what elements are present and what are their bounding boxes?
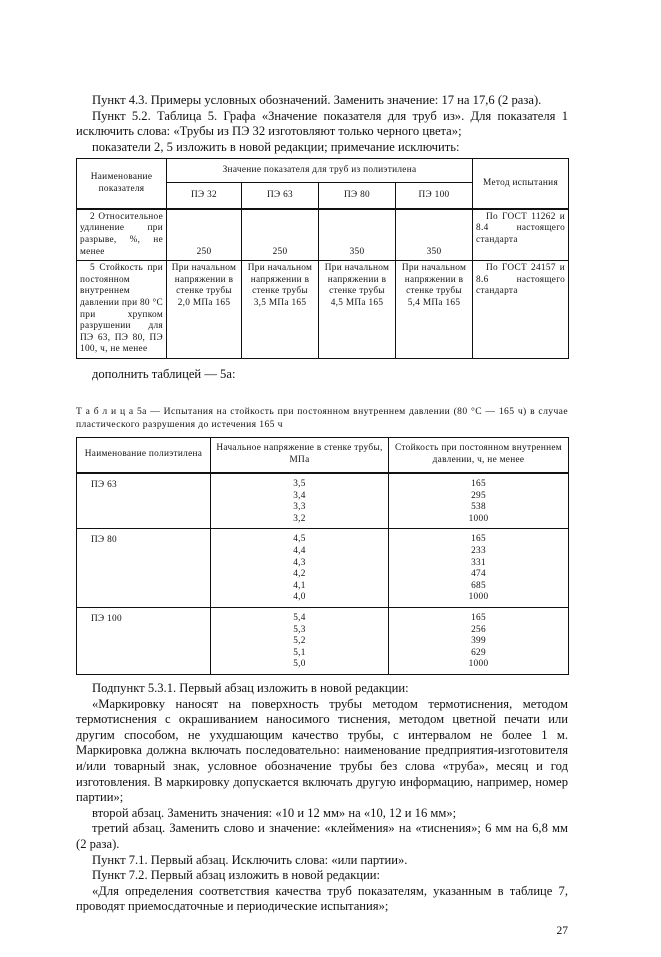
stress-values <box>211 529 389 608</box>
paragraph: Пункт 4.3. Примеры условных обозначений. Заменить значение: 17 на 17,6 (2 раза). <box>92 93 542 107</box>
hours-value: 295 <box>471 490 486 501</box>
header-pe63: ПЭ 63 <box>242 183 319 209</box>
header-pe100: ПЭ 100 <box>396 183 473 209</box>
hours-value: 1000 <box>468 592 489 603</box>
row-name: 5 Стойкость при постоянном внутреннем давлении при 80 °С при хрупком разрушении для ПЭ 63, ПЭ 80, ПЭ 100, ч, не менее <box>77 261 167 359</box>
stress-value: 5,4 <box>293 613 306 624</box>
value-cell: При начальном напряжении в стенке трубы 5,4 МПа 165 <box>396 261 473 359</box>
header-group: Значение показателя для труб из полиэтилена <box>167 159 473 183</box>
hours-value: 165 <box>471 479 486 490</box>
value-cell: 350 <box>396 209 473 261</box>
method-cell: По ГОСТ 11262 и 8.4 настоящего стандарта <box>473 209 569 261</box>
intro-text <box>76 93 568 155</box>
hours-value: 233 <box>471 546 486 557</box>
hours-values <box>389 473 569 529</box>
paragraph: третий абзац. Заменить слово и значение: «клеймения» на «тиснения»; 6 мм на 6,8 мм (2 раза). <box>76 821 568 851</box>
table-row <box>77 209 569 261</box>
paragraph: «Для определения соответствия качества труб показателям, указанным в таблице 7, проводят приемосдаточные и периодические испытания»; <box>76 883 568 914</box>
hours-values <box>389 529 569 608</box>
header-pe80: ПЭ 80 <box>319 183 396 209</box>
paragraph: Пункт 7.2. Первый абзац изложить в новой редакции: <box>92 868 381 883</box>
hours-value: 685 <box>471 580 486 591</box>
body-text <box>76 681 568 915</box>
stress-values <box>211 608 389 675</box>
paragraph: Подпункт 5.3.1. Первый абзац изложить в новой редакции: <box>92 681 409 695</box>
stress-value: 5,3 <box>293 624 306 635</box>
stress-value: 5,0 <box>293 659 306 670</box>
stress-value: 4,1 <box>293 580 306 591</box>
paragraph: Пункт 7.1. Первый абзац. Исключить слова: «или партии». <box>92 852 408 867</box>
hours-value: 165 <box>471 613 486 624</box>
hours-value: 1000 <box>468 513 489 524</box>
value-cell: При начальном напряжении в стенке трубы 4,5 МПа 165 <box>319 261 396 359</box>
stress-value: 4,5 <box>293 534 306 545</box>
hours-values <box>389 608 569 675</box>
paragraph: показатели 2, 5 изложить в новой редакции; примечание исключить: <box>92 139 460 154</box>
table-row <box>77 529 569 608</box>
hours-value: 331 <box>471 557 486 568</box>
header-name: Наименование полиэтилена <box>77 437 211 473</box>
stress-value: 4,4 <box>293 546 306 557</box>
hours-value: 1000 <box>468 659 489 670</box>
polyethylene-name: ПЭ 63 <box>77 473 211 529</box>
value-cell: При начальном напряжении в стенке трубы 3,5 МПа 165 <box>242 261 319 359</box>
table-5 <box>76 158 569 359</box>
table-row <box>77 261 569 359</box>
stress-value: 5,1 <box>293 647 306 658</box>
stress-value: 4,3 <box>293 557 306 568</box>
hours-value: 165 <box>471 534 486 545</box>
polyethylene-name: ПЭ 80 <box>77 529 211 608</box>
header-pe32: ПЭ 32 <box>167 183 242 209</box>
stress-value: 3,3 <box>293 502 306 513</box>
table-row <box>77 608 569 675</box>
row-name: 2 Относительное удлинение при разрыве, %, не менее <box>77 209 167 261</box>
stress-value: 3,2 <box>293 513 306 524</box>
paragraph: второй абзац. Заменить значения: «10 и 12 мм» на «10, 12 и 16 мм»; <box>92 805 457 820</box>
hours-value: 256 <box>471 624 486 635</box>
stress-value: 4,2 <box>293 569 306 580</box>
header-hours: Стойкость при постоянном внутреннем давлении, ч, не менее <box>389 437 569 473</box>
hours-value: 399 <box>471 636 486 647</box>
method-cell: По ГОСТ 24157 и 8.6 настоящего стандарта <box>473 261 569 359</box>
polyethylene-name: ПЭ 100 <box>77 608 211 675</box>
value-cell: 350 <box>319 209 396 261</box>
value-cell: При начальном напряжении в стенке трубы 2,0 МПа 165 <box>167 261 242 359</box>
table-row <box>77 473 569 529</box>
stress-value: 3,4 <box>293 490 306 501</box>
table-5a <box>76 437 569 675</box>
header-stress: Начальное напряжение в стенке трубы, МПа <box>211 437 389 473</box>
table-caption: Т а б л и ц а 5а — Испытания на стойкость при постоянном внутреннем давлении (80 °С — 165 ч) в случае пластического разрушения до истечения 165 ч <box>76 405 568 430</box>
hours-value: 538 <box>471 502 486 513</box>
page-number: 27 <box>556 924 568 937</box>
hours-value: 629 <box>471 647 486 658</box>
value-cell: 250 <box>242 209 319 261</box>
supplement-text: дополнить таблицей — 5а: <box>92 367 236 381</box>
stress-values <box>211 473 389 529</box>
stress-value: 3,5 <box>293 479 306 490</box>
paragraph: Пункт 5.2. Таблица 5. Графа «Значение показателя для труб из». Для показателя 1 исключить слова: «Трубы из ПЭ 32 изготовляют только черного цвета»; <box>76 108 568 139</box>
header-name: Наименование показателя <box>77 159 167 209</box>
hours-value: 474 <box>471 569 486 580</box>
value-cell: 250 <box>167 209 242 261</box>
paragraph: «Маркировку наносят на поверхность трубы методом термотиснения, методом термотиснения с окрашиванием наносимого тиснения, методом цветной печати или другим способом, не ухудшающим качество трубы, с интервалом не более 1 м. Маркировка должна включать последовательно: наименование предприятия-изготовителя и/или товарный знак, условное обозначение трубы без слова «труба», месяц и год изготовления. В маркировку допускается включать другую информацию, например, номер партии»; <box>76 696 568 805</box>
stress-value: 5,2 <box>293 636 306 647</box>
stress-value: 4,0 <box>293 592 306 603</box>
header-method: Метод испытания <box>473 159 569 209</box>
